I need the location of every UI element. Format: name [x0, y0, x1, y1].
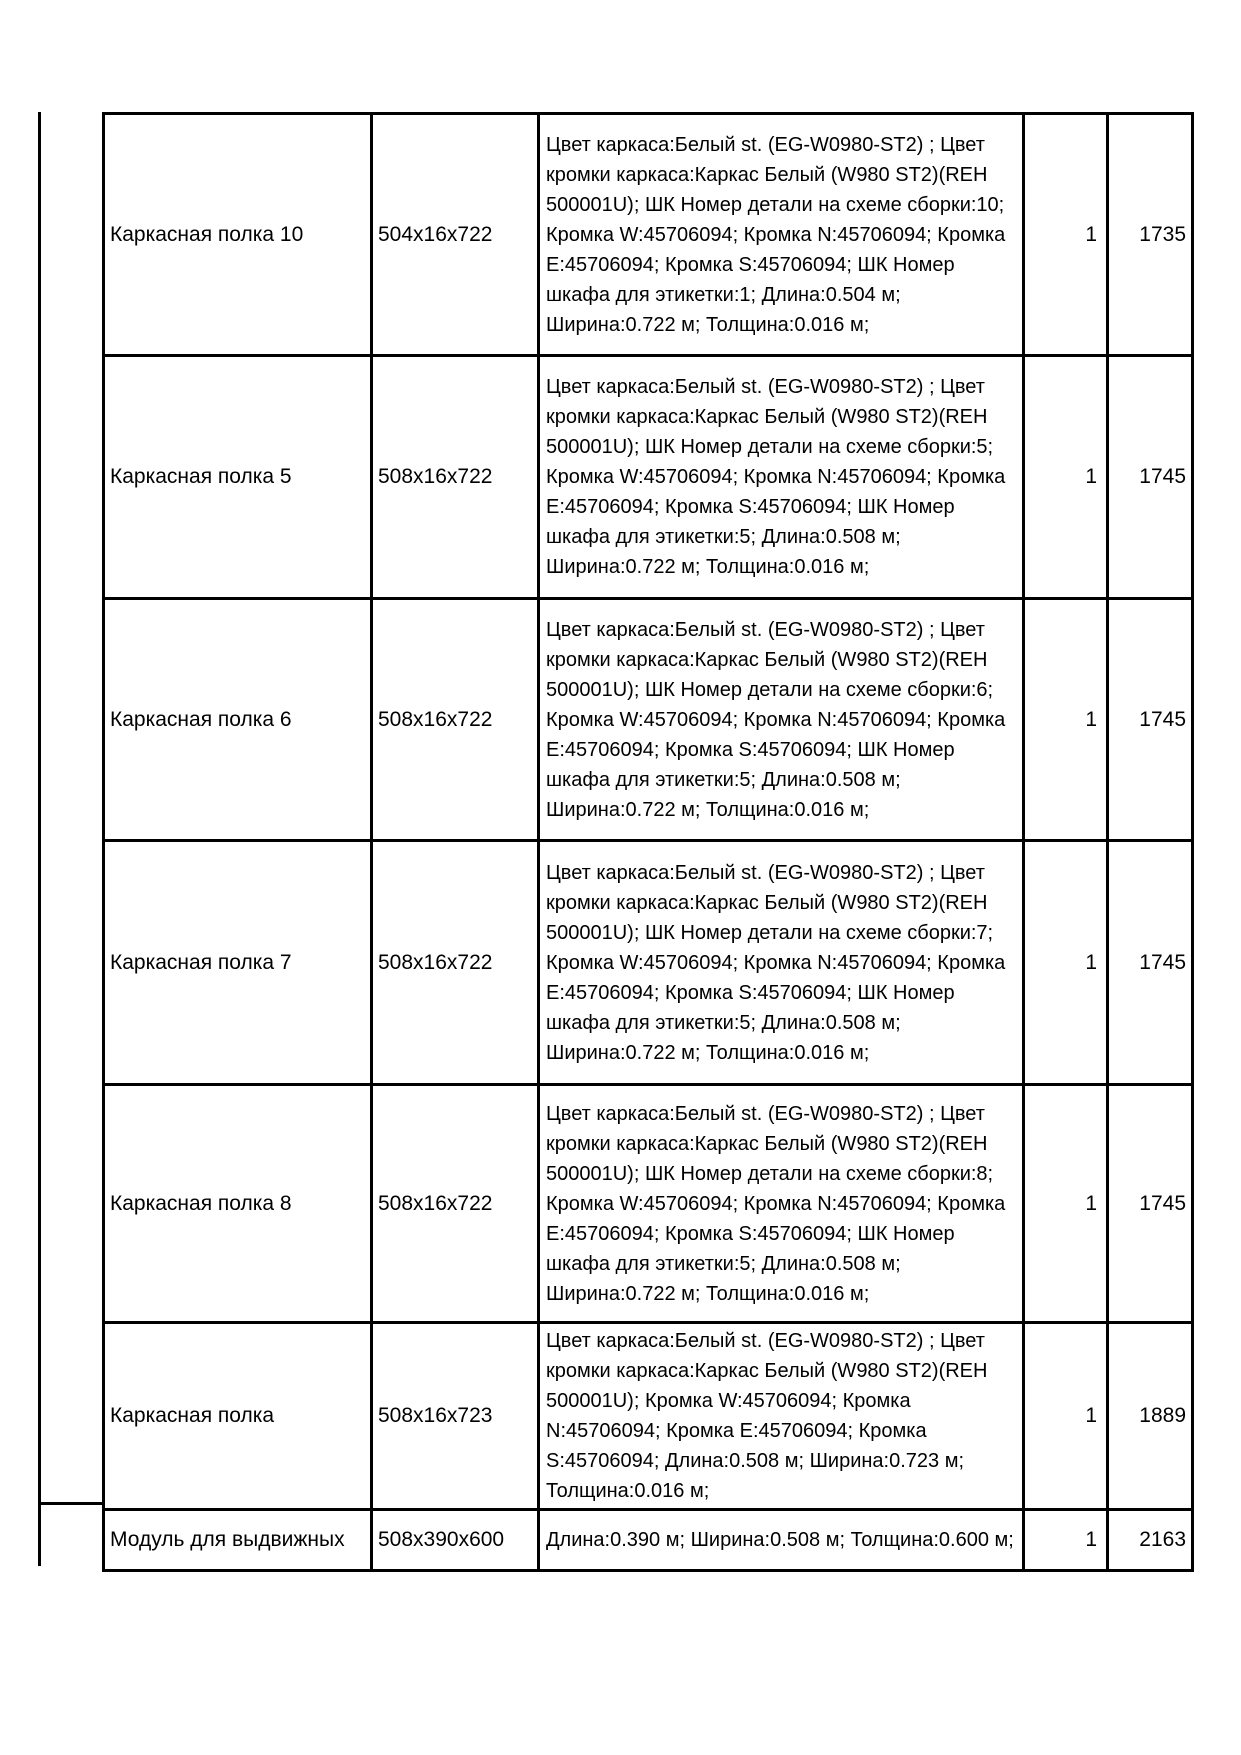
part-name-cell: Каркасная полка 5	[104, 356, 372, 599]
parts-table	[102, 112, 1194, 1572]
table-row	[104, 841, 1193, 1085]
price-cell: 1745	[1108, 599, 1193, 841]
quantity-cell: 1	[1024, 841, 1108, 1085]
quantity-cell: 1	[1024, 1510, 1108, 1571]
description-cell: Цвет каркаса:Белый st. (EG-W0980-ST2) ; Цвет кромки каркаса:Каркас Белый (W980 ST2)(REH 500001U); ШК Номер детали на схеме сборки:10; Кромка W:45706094; Кромка N:45706094; Кромка E:45706094; Кромка S:45706094; ШК Номер шкафа для этикетки:1; Длина:0.504 м; Ширина:0.722 м; Толщина:0.016 м;	[539, 114, 1024, 356]
part-name-cell: Каркасная полка	[104, 1323, 372, 1510]
table-row	[104, 1323, 1193, 1510]
dimensions-cell: 508x16x722	[372, 599, 539, 841]
dimensions-cell: 508x390x600	[372, 1510, 539, 1571]
price-cell: 2163	[1108, 1510, 1193, 1571]
part-name-cell: Каркасная полка 10	[104, 114, 372, 356]
description-cell: Цвет каркаса:Белый st. (EG-W0980-ST2) ; Цвет кромки каркаса:Каркас Белый (W980 ST2)(REH 500001U); ШК Номер детали на схеме сборки:5; Кромка W:45706094; Кромка N:45706094; Кромка E:45706094; Кромка S:45706094; ШК Номер шкафа для этикетки:5; Длина:0.508 м; Ширина:0.722 м; Толщина:0.016 м;	[539, 356, 1024, 599]
price-cell: 1745	[1108, 356, 1193, 599]
left-column-border	[38, 112, 41, 1566]
dimensions-cell: 504x16x722	[372, 114, 539, 356]
description-cell: Цвет каркаса:Белый st. (EG-W0980-ST2) ; Цвет кромки каркаса:Каркас Белый (W980 ST2)(REH 500001U); ШК Номер детали на схеме сборки:6; Кромка W:45706094; Кромка N:45706094; Кромка E:45706094; Кромка S:45706094; ШК Номер шкафа для этикетки:5; Длина:0.508 м; Ширина:0.722 м; Толщина:0.016 м;	[539, 599, 1024, 841]
quantity-cell: 1	[1024, 1085, 1108, 1323]
table-row	[104, 356, 1193, 599]
table-row	[104, 599, 1193, 841]
table-row	[104, 114, 1193, 356]
quantity-cell: 1	[1024, 599, 1108, 841]
table-row	[104, 1085, 1193, 1323]
table-row	[104, 1510, 1193, 1571]
description-cell: Длина:0.390 м; Ширина:0.508 м; Толщина:0.600 м;	[539, 1510, 1024, 1571]
price-cell: 1735	[1108, 114, 1193, 356]
description-cell: Цвет каркаса:Белый st. (EG-W0980-ST2) ; Цвет кромки каркаса:Каркас Белый (W980 ST2)(REH 500001U); Кромка W:45706094; Кромка N:45706094; Кромка E:45706094; Кромка S:45706094; Длина:0.508 м; Ширина:0.723 м; Толщина:0.016 м;	[539, 1323, 1024, 1510]
part-name-cell: Каркасная полка 7	[104, 841, 372, 1085]
part-name-cell: Каркасная полка 6	[104, 599, 372, 841]
dimensions-cell: 508x16x723	[372, 1323, 539, 1510]
dimensions-cell: 508x16x722	[372, 356, 539, 599]
part-name-cell: Модуль для выдвижных	[104, 1510, 372, 1571]
price-cell: 1889	[1108, 1323, 1193, 1510]
price-cell: 1745	[1108, 841, 1193, 1085]
part-name-cell: Каркасная полка 8	[104, 1085, 372, 1323]
quantity-cell: 1	[1024, 356, 1108, 599]
quantity-cell: 1	[1024, 1323, 1108, 1510]
dimensions-cell: 508x16x722	[372, 841, 539, 1085]
description-cell: Цвет каркаса:Белый st. (EG-W0980-ST2) ; Цвет кромки каркаса:Каркас Белый (W980 ST2)(REH 500001U); ШК Номер детали на схеме сборки:7; Кромка W:45706094; Кромка N:45706094; Кромка E:45706094; Кромка S:45706094; ШК Номер шкафа для этикетки:5; Длина:0.508 м; Ширина:0.722 м; Толщина:0.016 м;	[539, 841, 1024, 1085]
dimensions-cell: 508x16x722	[372, 1085, 539, 1323]
price-cell: 1745	[1108, 1085, 1193, 1323]
left-column-row-divider	[38, 1502, 104, 1505]
quantity-cell: 1	[1024, 114, 1108, 356]
description-cell: Цвет каркаса:Белый st. (EG-W0980-ST2) ; Цвет кромки каркаса:Каркас Белый (W980 ST2)(REH 500001U); ШК Номер детали на схеме сборки:8; Кромка W:45706094; Кромка N:45706094; Кромка E:45706094; Кромка S:45706094; ШК Номер шкафа для этикетки:5; Длина:0.508 м; Ширина:0.722 м; Толщина:0.016 м;	[539, 1085, 1024, 1323]
